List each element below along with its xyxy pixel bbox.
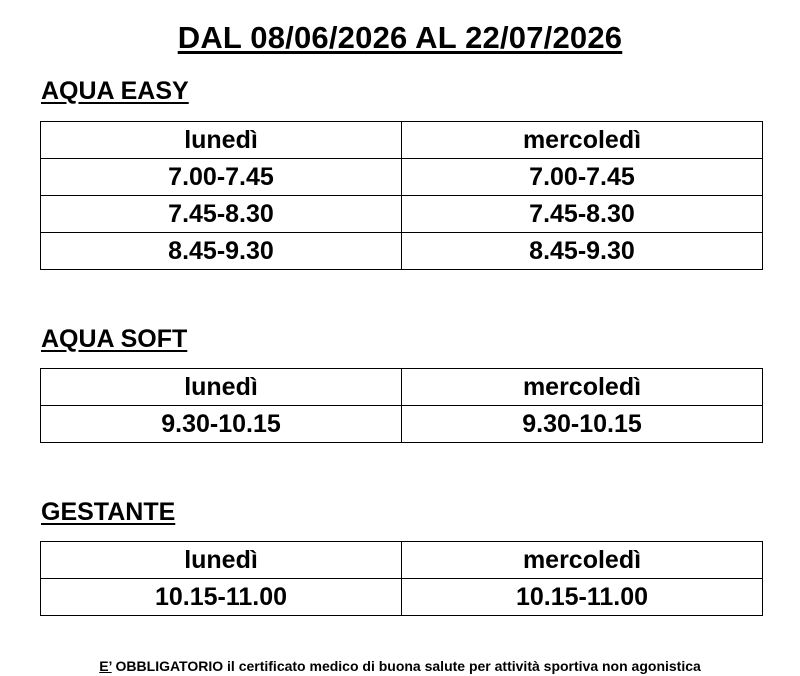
table-row xyxy=(41,159,763,196)
column-header-wednesday: mercoledì xyxy=(402,122,763,159)
time-slot-cell: 7.00-7.45 xyxy=(402,159,763,196)
column-header-monday: lunedì xyxy=(41,542,402,579)
medical-certificate-notice xyxy=(0,657,800,675)
section-heading-gestante: GESTANTE xyxy=(41,498,176,526)
table-row xyxy=(41,233,763,270)
time-slot-cell: 7.45-8.30 xyxy=(402,196,763,233)
time-slot-cell: 7.00-7.45 xyxy=(41,159,402,196)
schedule-table-gestante xyxy=(40,541,763,616)
table-header-row xyxy=(41,369,763,406)
time-slot-cell: 8.45-9.30 xyxy=(41,233,402,270)
column-header-wednesday: mercoledì xyxy=(402,369,763,406)
page-title: DAL 08/06/2026 AL 22/07/2026 xyxy=(177,20,623,55)
schedule-table-aqua-soft xyxy=(40,368,763,443)
table-row xyxy=(41,196,763,233)
time-slot-cell: 10.15-11.00 xyxy=(41,579,402,616)
time-slot-cell: 9.30-10.15 xyxy=(41,406,402,443)
notice-text: OBBLIGATORIO il certificato medico di buona salute per attività sportiva non agonistica xyxy=(111,658,701,674)
table-header-row xyxy=(41,122,763,159)
table-header-row xyxy=(41,542,763,579)
time-slot-cell: 9.30-10.15 xyxy=(402,406,763,443)
section-heading-aqua-soft: AQUA SOFT xyxy=(41,325,188,353)
column-header-monday: lunedì xyxy=(41,369,402,406)
column-header-monday: lunedì xyxy=(41,122,402,159)
table-row xyxy=(41,579,763,616)
time-slot-cell: 10.15-11.00 xyxy=(402,579,763,616)
time-slot-cell: 8.45-9.30 xyxy=(402,233,763,270)
time-slot-cell: 7.45-8.30 xyxy=(41,196,402,233)
notice-lead: E’ xyxy=(99,658,112,674)
column-header-wednesday: mercoledì xyxy=(402,542,763,579)
schedule-table-aqua-easy xyxy=(40,121,763,270)
section-heading-aqua-easy: AQUA EASY xyxy=(41,77,189,105)
table-row xyxy=(41,406,763,443)
